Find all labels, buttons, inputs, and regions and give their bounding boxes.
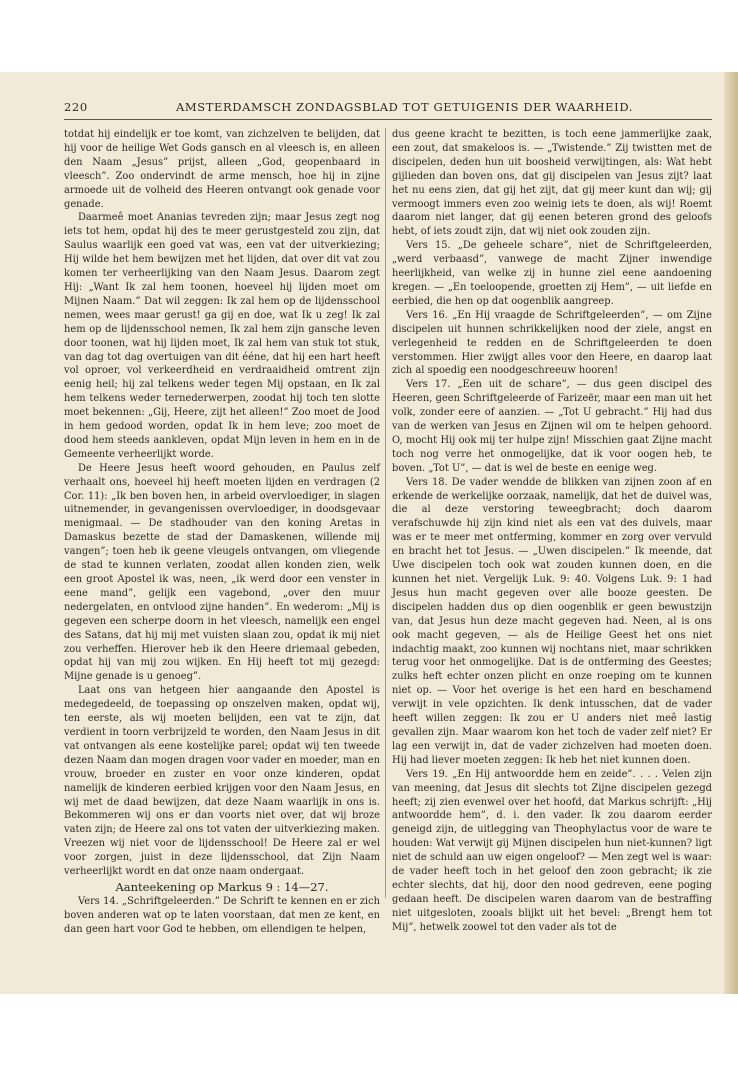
paragraph: Vers 19. „En Hij antwoordde hem en zeide”. . . . Velen zijn van meening, dat Jesus dit slechts tot Zijne discipelen gezegd heeft; zij zien evenwel over het hoofd, dat Markus schrijft: „Hij antwoordde hem”, d. i. den vader. Ik zou daarom eerder geneigd zijn, de uitlegging van Theophylactus voor de ware te houden: Wat verwijt gij Mijnen discipelen hun niet-kunnen? ligt niet de schuld aan uw eigen ongeloof? — Men zegt wel is waar: de vader heeft toch in het geloof den zoon gebracht; ik zie echter slechts, dat hij, door den nood gedreven, eene poging gedaan heeft. De discipelen waren daarom van de bestraffing niet uitgesloten, zooals blijkt uit het bevel: „Brengt hem tot Mij”, hetwelk zoowel tot den vader als tot de [392, 768, 712, 933]
paragraph: Vers 16. „En Hij vraagde de Schriftgeleerden”, — om Zijne discipelen uit hunnen schrikkelijken nood der ziele, angst en verlegenheid te redden en de Schriftgeleerden te doen verstommen. Hier zwijgt alles voor den Heere, en daarop laat zich al spoedig een noodgeschreeuw hooren! [392, 309, 712, 377]
right-column [392, 128, 712, 935]
top-margin [0, 0, 738, 72]
publication-title: AMSTERDAMSCH ZONDAGSBLAD TOT GETUIGENIS DER WAARHEID. [176, 100, 633, 114]
header-rule [64, 119, 712, 120]
paragraph: Vers 18. De vader wendde de blikken van zijnen zoon af en erkende de werkelijke oorzaak, namelijk, dat het de duivel was, die al deze verstoring teweegbracht; doch daarom verafschuwde hij zijn kind niet als een vat des duivels, maar was er te meer met ontferming, kommer en zorg over vervuld en bracht het tot Jesus. — „Uwen discipelen.” Ik meende, dat Uwe discipelen toch ook wat zouden kunnen doen, en die kunnen het niet. Vergelijk Luk. 9: 40. Volgens Luk. 9: 1 had Jesus hun macht gegeven over alle booze geesten. De discipelen hadden dus op dien oogenblik er geen bewustzijn van, dat Jesus hun deze macht gegeven had. Neen, al is ons ook macht gegeven, — als de Heilige Geest het ons niet indachtig maakt, zoo kunnen wij nochtans niet, maar schrikken terug voor het onmogelijke. Dat is de ontferming des Geestes; zulks heft echter onzen plicht en onze roeping om te kunnen niet op. — Voor het overige is het een hard en beschamend verwijt in vele opzichten. Ik denk intusschen, dat de vader heeft willen zeggen: Ik zou er U anders niet meê lastig gevallen zijn. Maar waarom kon het toch de vader zelf niet? Er lag een verwijt in, dat de vader zichzelven had moeten doen. Hij had liever moeten zeggen: Ik heb het niet kunnen doen. [392, 476, 712, 766]
page-edge [724, 72, 738, 994]
paragraph: Vers 15. „De geheele schare”, niet de Schriftgeleerden, „werd verbaasd”, vanwege de macht Zijner inwendige heerlijkheid, van welke zij in hunne ziel eene aandoening kregen. — „En toeloopende, groetten zij Hem”, — uit liefde en eerbied, die hen op dat oogenblik aangreep. [392, 240, 712, 307]
left-column [64, 128, 380, 937]
paragraph: De Heere Jesus heeft woord gehouden, en Paulus zelf verhaalt ons, hoeveel hij heeft moeten lijden en verdragen (2 Cor. 11): „Ik ben boven hen, in arbeid overvloediger, in slagen uitnemender, in gevangenissen overvloediger, in doodsgevaar menigmaal. — De stadhouder van den koning Aretas in Damaskus bezette de stad der Damaskenen, willende mij vangen”; toen heb ik geene vleugels ontvangen, om vliegende de stad te kunnen verlaten, zoodat allen konden zien, welk een groot Apostel ik was, neen, „ik werd door een venster in eene mand”, gelijk een vagebond, „over den muur nedergelaten, en ontvlood zijne handen”. En wederom: „Mij is gegeven een scherpe doorn in het vleesch, namelijk een engel des Satans, dat hij mij met vuisten slaan zou, opdat ik mij niet zou verheffen. Hierover heb ik den Heere driemaal gebeden, opdat hij van mij zou wijken. En Hij heeft tot mij gezegd: Mijne genade is u genoeg”. [64, 462, 380, 683]
paragraph: dus geene kracht te bezitten, is toch eene jammerlijke zaak, een zout, dat smakeloos is. — „Twistende.” Zij twistten met de discipelen, deden hun uit boosheid verwijtingen, als: Wat hebt gijlieden dan boven ons, dat gij discipelen van Jesus zijt? laat het nu eens zien, dat gij het zijt, dat gij meer kunt dan wij; gij vermoogt immers even zoo weinig iets te doen, als wij! Roemt daarom niet langer, dat gij eenen beteren grond des geloofs hebt, of iets zoudt zijn, dat wij niet ook zouden zijn. [392, 129, 712, 238]
column-divider [385, 128, 386, 898]
paragraph: Laat ons van hetgeen hier aangaande den Apostel is medegedeeld, de toepassing op onszelven maken, opdat wij, ten eerste, als wij moeten belijden, een vat te zijn, dat verdient in toorn verbrijzeld te worden, den Naam Jesus in dit vat ontvangen als eene kostelijke parel; opdat wij ten tweede dezen Naam dan mogen dragen voor vader en moeder, man en vrouw, broeder en zuster en voor onze kinderen, opdat namelijk de kinderen eerbied krijgen voor den Naam Jesus, en wij met de daad bewijzen, dat deze Naam waarlijk in ons is. Bekommeren wij ons er dan voorts niet over, dat wij broze vaten zijn; de Heere zal ons tot vaten der uitverkiezing maken. Vreezen wij niet voor de lijdensschool! De Heere zal er wel voor zorgen, juist in deze lijdensschool, dat Zijn Naam verheerlijkt wordt en dat onze naam ondergaat. [64, 685, 380, 878]
page-number: 220 [64, 100, 88, 114]
page-header [64, 100, 712, 116]
newspaper-page [0, 72, 738, 994]
section-title: Aanteekening op Markus 9 : 14—27. [115, 879, 329, 894]
paragraph: Daarmeê moet Ananias tevreden zijn; maar Jesus zegt nog iets tot hem, opdat hij des te meer gerustgesteld zou zijn, dat Saulus waarlijk een goed vat was, een vat der uitverkiezing; Hij wilde het hem bewijzen met het lijden, dat over dit vat zou komen ter verheerlijking van den Naam Jesus. Daarom zegt Hij: „Want Ik zal hem toonen, hoeveel hij lijden moet om Mijnen Naam.” Dat wil zeggen: Ik zal hem op de lijdensschool nemen, wees maar gerust! ga gij en doe, wat Ik u zeg! Ik zal hem op de lijdensschool nemen, Ik zal hem zijn gansche leven door toonen, wat hij lijden moet, Ik zal hem van stuk tot stuk, van dag tot dag overtuigen van dit ééne, dat hij een hart heeft vol oproer, vol verkeerdheid en verdraaidheid omtrent zijn eenig heil; hij zal telkens weder tegen Mij opstaan, en Ik zal hem telkens weder ternederwerpen, zoodat hij toch ten slotte moet bekennen: „Gij, Heere, zijt het alleen!” Zoo moet de Jood in hem gedood worden, opdat Ik in hem leve; zoo moet de dood hem steeds aankleven, opdat Mijn leven in hem en in de Gemeente verheerlijkt worde. [64, 212, 380, 460]
paragraph: totdat hij eindelijk er toe komt, van zichzelven te belijden, dat hij voor de heilige Wet Gods gansch en al vleesch is, en alleen den Naam „Jesus” prijst, alleen „God, geopenbaard in vleesch”. Zoo ondervindt de arme mensch, hoe hij in zijne armoede uit de volheid des Heeren ontvangt ook genade voor genade. [64, 129, 380, 210]
paragraph: Vers 14. „Schriftgeleerden.” De Schrift te kennen en er zich boven anderen wat op te laten voorstaan, dat men ze kent, en dan geen hart voor God te hebben, om ellendigen te helpen, [64, 895, 380, 935]
paragraph: Vers 17. „Een uit de schare”, — dus geen discipel des Heeren, geen Schriftgeleerde of Farizeër, maar een man uit het volk, zonder eere of aanzien. — „Tot U gebracht.” Hij had dus van de werken van Jesus en Zijnen wil om te helpen gehoord. O, mocht Hij ook mij ter hulpe zijn! Misschien gaat Zijne macht toch nog verre het onmogelijke, dat ik voor oogen heb, te boven. „Tot U”, — dat is wel de beste en eenige weg. [392, 379, 712, 474]
